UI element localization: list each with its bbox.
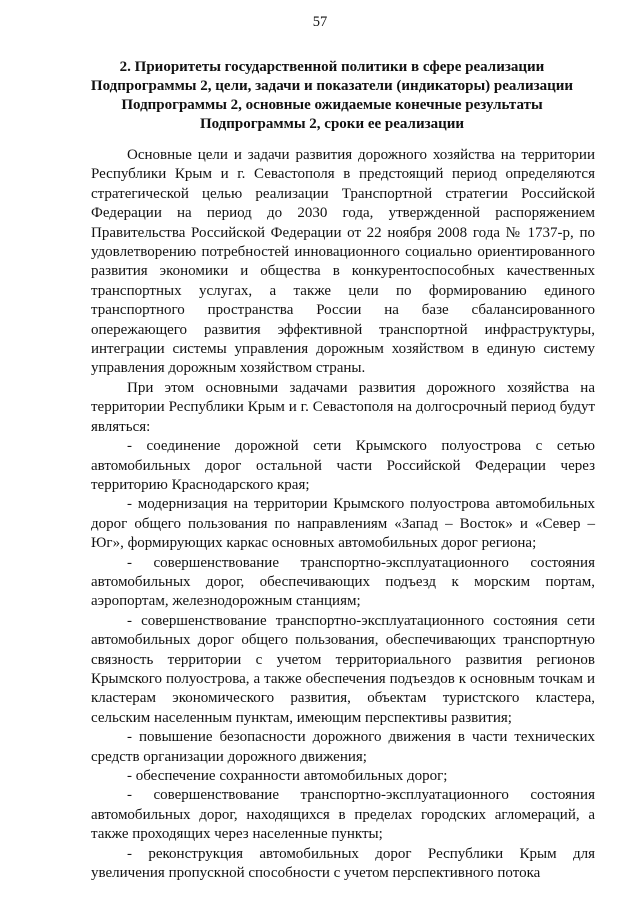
heading-line: Подпрограммы 2, цели, задачи и показатели (индикаторы) реализации <box>90 78 574 94</box>
heading-line: 2. Приоритеты государственной политики в сфере реализации <box>119 59 545 75</box>
section-heading <box>70 58 594 134</box>
list-item: - соединение дорожной сети Крымского полуострова с сетью автомобильных дорог остальной части Российской Федерации через территорию Краснодарского края; <box>91 438 595 493</box>
list-item: - совершенствование транспортно-эксплуатационного состояния сети автомобильных дорог общего пользования, обеспечивающих транспортную связность территории с учетом территориального развития регионов Крымского полуострова, а также обеспечения подъездов к основным точкам и кластерам экономического развития, объектам туристского кластера, сельским населенным пунктам, имеющим перспективы развития; <box>91 612 595 726</box>
list-item: - совершенствование транспортно-эксплуатационного состояния автомобильных дорог, обеспечивающих подъезд к морским портам, аэропортам, железнодорожным станциям; <box>91 554 595 610</box>
list-item: - обеспечение сохранности автомобильных дорог; <box>127 768 448 784</box>
body-text <box>91 146 595 883</box>
paragraph-main-goals: Основные цели и задачи развития дорожного хозяйства на территории Республики Крым и г. Севастополя в предстоящий период определяются стратегической целью реализации Транспортной стратегии Российской Федерации на период до 2030 года, утвержденной распоряжением Правительства Российской Федерации от 22 ноября 2008 года № 1737-р, по удовлетворению потребностей инновационного социально ориентированного развития экономики и общества в конкурентоспособных качественных транспортных услугах, а также цели по формированию единого транспортного пространства России на базе сбалансированного опережающего развития эффективной транспортной инфраструктуры, интеграции системы управления дорожным хозяйством в единую систему управления дорожным хозяйством страны. <box>91 147 595 377</box>
paragraph-tasks-intro: При этом основными задачами развития дорожного хозяйства на территории Республики Крым и г. Севастополя на долгосрочный период будут являться: <box>91 379 595 435</box>
heading-line: Подпрограммы 2, сроки ее реализации <box>199 116 465 132</box>
list-item: - повышение безопасности дорожного движения в части технических средств организации дорожного движения; <box>91 729 595 765</box>
page-number: 57 <box>312 14 328 30</box>
heading-line: Подпрограммы 2, основные ожидаемые конечные результаты <box>121 97 543 113</box>
list-item: - модернизация на территории Крымского полуострова автомобильных дорог общего пользования по направлениям «Запад – Восток» и «Север – Юг», формирующих каркас основных автомобильных дорог региона; <box>91 496 595 552</box>
list-item: - совершенствование транспортно-эксплуатационного состояния автомобильных дорог, находящихся в пределах городских агломераций, а также проходящих через населенные пункты; <box>91 787 595 843</box>
list-item: - реконструкция автомобильных дорог Республики Крым для увеличения пропускной способности с учетом перспективного потока <box>91 845 595 882</box>
